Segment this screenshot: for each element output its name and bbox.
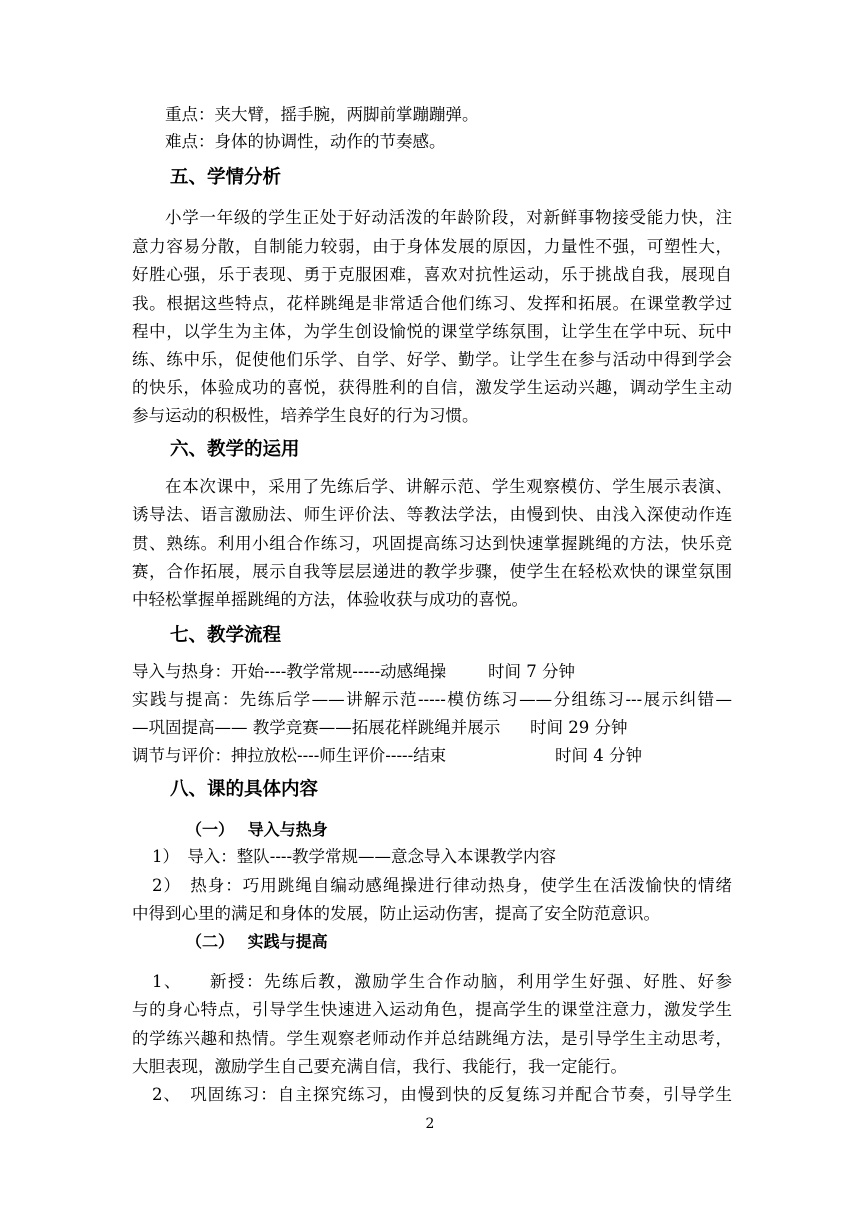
- section-8-heading: 八、课的具体内容: [170, 779, 319, 800]
- flow-row-2-time: 时间 29 分钟: [530, 718, 628, 737]
- section-5-heading: 五、学情分析: [170, 167, 282, 188]
- p1-line: 1、 新授：先练后教，激励学生合作动脑，利用学生好强、好胜、好参: [152, 972, 732, 991]
- s5-line: 好胜心强，乐于表现、勇于克服困难，喜欢对抗性运动，乐于挑战自我，展现自: [132, 265, 732, 284]
- section-7-heading: 七、教学流程: [170, 625, 282, 646]
- s5-line: 参与运动的积极性，培养学生良好的行为习惯。: [132, 406, 479, 425]
- flow-row-1-time: 时间 7 分钟: [488, 662, 575, 681]
- subsection-2-heading: （二） 实践与提高: [186, 932, 328, 951]
- s6-line: 诱导法、语言激励法、师生评价法、等教法学法，由慢到快、由浅入深使动作连: [132, 505, 732, 524]
- s5-line: 我。根据这些特点，花样跳绳是非常适合他们练习、发挥和拓展。在课堂教学过: [132, 294, 732, 313]
- p1-line: 的学练兴趣和热情。学生观察老师动作并总结跳绳方法，是引导学生主动思考，: [132, 1029, 732, 1048]
- s5-line: 的快乐，体验成功的喜悦，获得胜利的自信，激发学生运动兴趣，调动学生主动: [132, 378, 732, 397]
- difficult-point: 难点：身体的协调性，动作的节奏感。: [165, 132, 446, 151]
- s5-line: 小学一年级的学生正处于好动活泼的年龄阶段，对新鲜事物接受能力快，注: [165, 208, 732, 227]
- flow-row-3-time: 时间 4 分钟: [555, 746, 642, 765]
- flow-row-3: 调节与评价：抻拉放松----师生评价-----结束: [132, 746, 447, 765]
- p1-line: 与的身心特点，引导学生快速进入运动角色，提高学生的课堂注意力，激发学生: [132, 1000, 732, 1019]
- s6-line: 贯、熟练。利用小组合作练习，巩固提高练习达到快速掌握跳绳的方法，快乐竞: [132, 534, 732, 553]
- key-point: 重点：夹大臂，摇手腕，两脚前掌蹦蹦弹。: [165, 105, 479, 124]
- section-6-heading: 六、教学的运用: [170, 439, 300, 460]
- flow-row-1: 导入与热身：开始----教学常规-----动感绳操: [132, 662, 447, 681]
- s5-line: 练、练中乐，促使他们乐学、自学、好学、勤学。让学生在参与活动中得到学会: [132, 350, 732, 369]
- subsection-1-heading: （一） 导入与热身: [186, 820, 328, 839]
- s6-line: 中轻松掌握单摇跳绳的方法，体验收获与成功的喜悦。: [132, 590, 528, 609]
- item-2a: 2） 热身：巧用跳绳自编动感绳操进行律动热身，使学生在活泼愉快的情绪: [152, 876, 732, 895]
- s5-line: 意力容易分散，自制能力较弱，由于身体发展的原因，力量性不强，可塑性大，: [132, 237, 732, 256]
- p1-line: 大胆表现，激励学生自己要充满自信，我行、我能行，我一定能行。: [132, 1057, 627, 1076]
- p2-line: 2、 巩固练习：自主探究练习，由慢到快的反复练习并配合节奏，引导学生: [152, 1085, 732, 1104]
- s6-line: 在本次课中，采用了先练后学、讲解示范、学生观察模仿、学生展示表演、: [165, 477, 732, 496]
- flow-row-2a: 实践与提高：先练后学——讲解示范-----模仿练习——分组练习---展示纠错—: [132, 690, 732, 709]
- s5-line: 程中，以学生为主体，为学生创设愉悦的课堂学练氛围，让学生在学中玩、玩中: [132, 322, 732, 341]
- item-2b: 中得到心里的满足和身体的发展，防止运动伤害，提高了安全防范意识。: [132, 904, 660, 923]
- item-1: 1） 导入：整队----教学常规——意念导入本课教学内容: [152, 847, 557, 866]
- flow-row-2b: —巩固提高—— 教学竞赛——拓展花样跳绳并展示: [132, 718, 501, 737]
- page-number: 2: [425, 1116, 435, 1132]
- s6-line: 赛，合作拓展，展示自我等层层递进的教学步骤，使学生在轻松欢快的课堂氛围: [132, 562, 732, 581]
